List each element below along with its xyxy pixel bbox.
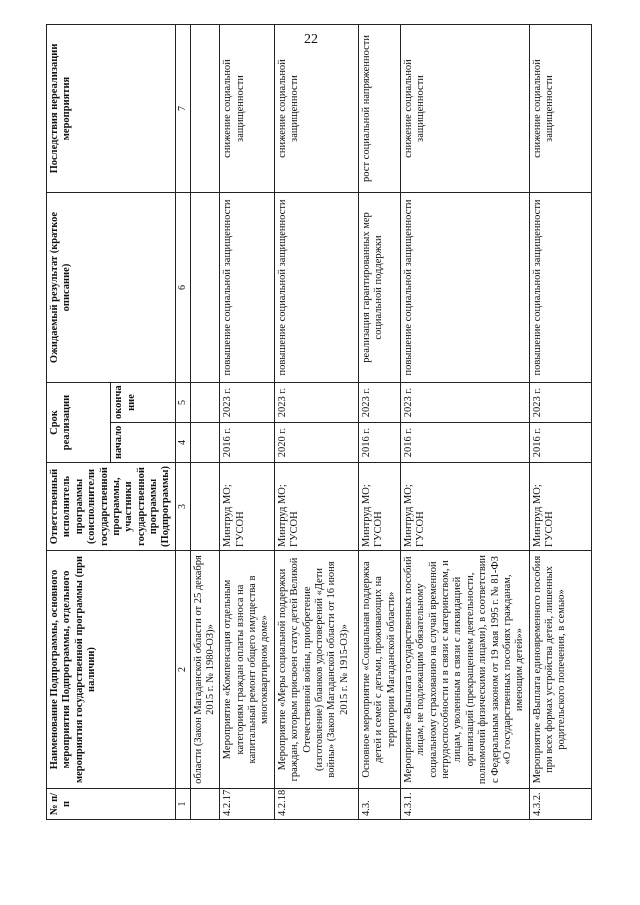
row-name: Мероприятие «Выплата единовременного пособия при всех формах устройства детей, лишенных родительского попечения, в семью»: [529, 551, 591, 789]
row-end: 2023 г.: [358, 383, 400, 423]
row-responsible: [190, 463, 220, 551]
row-result: повышение социальной защищенности: [274, 193, 358, 383]
row-name: Мероприятие «Выплата государственных пособий лицам, не подлежащим обязательному социальному страхованию на случай временной нетрудоспособности и в связи с материнством, и лицам, уволенным в связи с ликвидацией организаций (прекращением деятельности, полномочий физическими лицами), в соответствии с Федеральным законом от 19 мая 1995 г. № 81-ФЗ «О государственных пособиях гражданам, имеющим детей»»: [400, 551, 529, 789]
row-responsible: Минтруд МО; ГУСОН: [274, 463, 358, 551]
row-end: 2023 г.: [400, 383, 529, 423]
row-start: 2016 г.: [220, 423, 275, 463]
column-number: 2: [175, 551, 190, 789]
row-result: [190, 193, 220, 383]
row-end: 2023 г.: [529, 383, 591, 423]
row-start: 2016 г.: [358, 423, 400, 463]
row-name: Мероприятие «Компенсация отдельным категориям граждан оплаты взноса на капитальный ремонт общего имущества в многоквартирном доме»: [220, 551, 275, 789]
row-end: [190, 383, 220, 423]
table-row: [358, 25, 400, 820]
column-number: 3: [175, 463, 190, 551]
row-consequences: снижение социальной защищенности: [220, 25, 275, 193]
header-num: № п/п: [47, 789, 176, 820]
row-responsible: Минтруд МО; ГУСОН: [358, 463, 400, 551]
header-responsible: Ответственный исполнитель программы (соисполнители государственной программы, участники государственной программы (Подпрограммы): [47, 463, 176, 551]
header-end: оконча ние: [111, 383, 175, 423]
page-number: 22: [304, 32, 318, 47]
column-number: 1: [175, 789, 190, 820]
row-num: 4.3.: [358, 789, 400, 820]
row-name: Основное мероприятие «Социальная поддержка детей и семей с детьми, проживающих на территории Магаданской области»: [358, 551, 400, 789]
row-start: 2016 г.: [529, 423, 591, 463]
table-row: [529, 25, 591, 820]
header-name: Наименование Подпрограммы, основного мероприятия Подпрограммы, отдельного мероприятия государственной программы (при наличии): [47, 551, 176, 789]
row-consequences: снижение социальной защищенности: [529, 25, 591, 193]
table-row: [220, 25, 275, 820]
row-start: [190, 423, 220, 463]
row-num: [190, 789, 220, 820]
table-row: [400, 25, 529, 820]
row-result: повышение социальной защищенности: [529, 193, 591, 383]
header-row: [47, 25, 111, 820]
row-name: области (Закон Магаданской области от 25 декабря 2015 г. № 1980-ОЗ)»: [190, 551, 220, 789]
row-num: 4.2.17.: [220, 789, 275, 820]
header-start: начало: [111, 423, 175, 463]
row-consequences: рост социальной напряженности: [358, 25, 400, 193]
header-consequences: Последствия нереализации мероприятия: [47, 25, 176, 193]
row-num: 4.3.2.: [529, 789, 591, 820]
row-start: 2020 г.: [274, 423, 358, 463]
row-consequences: снижение социальной защищенности: [400, 25, 529, 193]
row-consequences: [190, 25, 220, 193]
column-number: 6: [175, 193, 190, 383]
row-start: 2016 г.: [400, 423, 529, 463]
measures-table: [46, 24, 592, 820]
column-number-row: [175, 25, 190, 820]
row-num: 4.3.1.: [400, 789, 529, 820]
row-responsible: Минтруд МО; ГУСОН: [220, 463, 275, 551]
row-num: 4.2.18.: [274, 789, 358, 820]
header-result: Ожидаемый результат (краткое описание): [47, 193, 176, 383]
row-responsible: Минтруд МО; ГУСОН: [400, 463, 529, 551]
row-result: повышение социальной защищенности: [220, 193, 275, 383]
row-end: 2023 г.: [274, 383, 358, 423]
row-result: повышение социальной защищенности: [400, 193, 529, 383]
row-end: 2023 г.: [220, 383, 275, 423]
row-responsible: Минтруд МО; ГУСОН: [529, 463, 591, 551]
column-number: 5: [175, 383, 190, 423]
table-row: [274, 25, 358, 820]
row-consequences: снижение социальной защищенности: [274, 25, 358, 193]
header-period: Срок реализации: [47, 383, 111, 463]
column-number: 4: [175, 423, 190, 463]
row-result: реализация гарантированных мер социальной поддержки: [358, 193, 400, 383]
row-name: Мероприятие «Меры социальной поддержки граждан, которым присвоен статус детей Великой Отечественной войны, приобретение (изготовление) бланков удостоверений «Дети войны» (Закон Магаданской области от 16 июня 2015 г. № 1915-ОЗ)»: [274, 551, 358, 789]
column-number: 7: [175, 25, 190, 193]
table-row: [190, 25, 220, 820]
